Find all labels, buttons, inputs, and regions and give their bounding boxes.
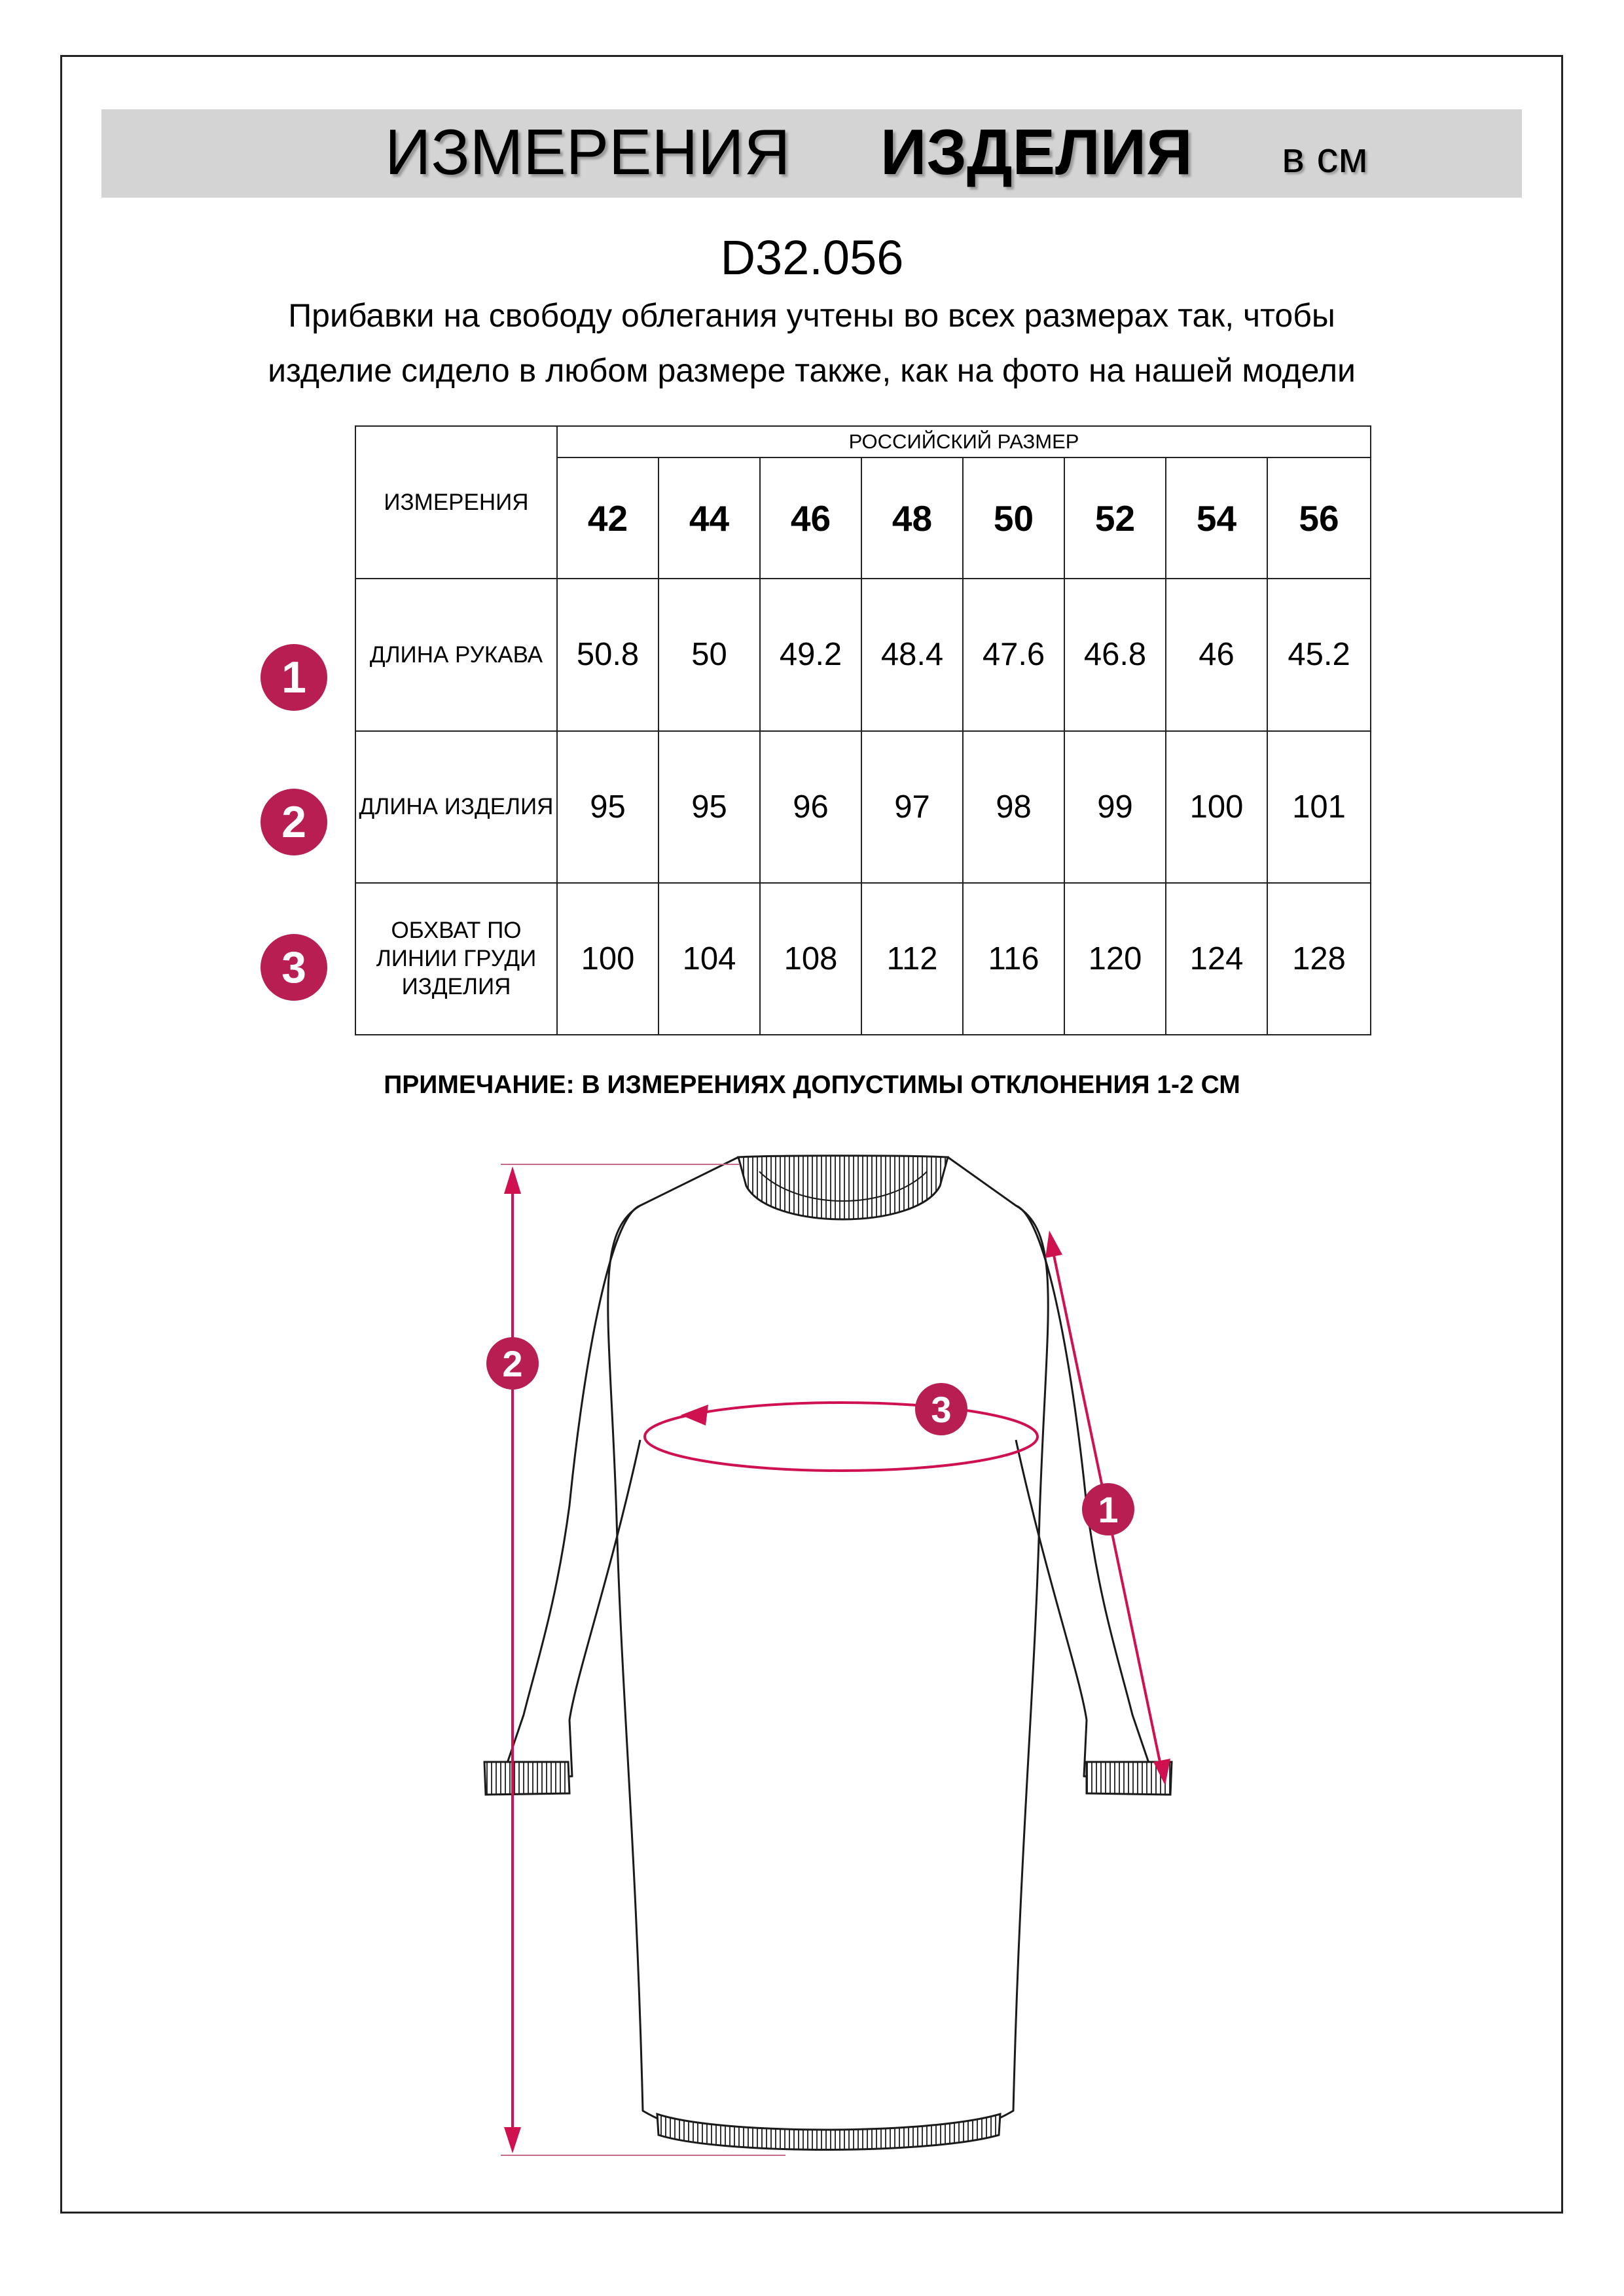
table-cell: 120 (1064, 883, 1166, 1035)
table-cell: 95 (659, 731, 760, 883)
table-cell: 98 (963, 731, 1064, 883)
article-number: D32.056 (720, 230, 904, 285)
size-header: 42 (557, 457, 659, 579)
units-label: в см (1282, 133, 1368, 181)
table-cell: 50.8 (557, 579, 659, 730)
table-cell: 45.2 (1267, 579, 1371, 730)
dress-outline (503, 1157, 1153, 2149)
row-label-sleeve-length: ДЛИНА РУКАВА (355, 579, 557, 730)
table-cell: 100 (557, 883, 659, 1035)
table-cell: 47.6 (963, 579, 1064, 730)
table-cell: 46.8 (1064, 579, 1166, 730)
size-header: 44 (659, 457, 760, 579)
table-cell: 49.2 (760, 579, 861, 730)
table-cell: 108 (760, 883, 861, 1035)
diagram-marker-2 (486, 1337, 539, 1390)
row-marker-2: 2 (261, 789, 327, 855)
svg-text:2: 2 (502, 1343, 523, 1384)
svg-text:3: 3 (931, 1389, 952, 1430)
table-cell: 46 (1166, 579, 1267, 730)
hem-rib (657, 2114, 1000, 2150)
length-measure (501, 1164, 785, 2155)
neckline-rib (738, 1156, 948, 1219)
russian-size-header: РОССИЙСКИЙ РАЗМЕР (557, 426, 1371, 457)
row-label-chest-girth: ОБХВАТ ПО ЛИНИИ ГРУДИ ИЗДЕЛИЯ (355, 883, 557, 1035)
table-cell: 99 (1064, 731, 1166, 883)
measurements-header: ИЗМЕРЕНИЯ (355, 426, 557, 579)
left-cuff (484, 1762, 569, 1795)
size-header: 50 (963, 457, 1064, 579)
table-cell: 95 (557, 731, 659, 883)
diagram-marker-3 (915, 1383, 967, 1435)
table-cell: 124 (1166, 883, 1267, 1035)
diagram-marker-1 (1082, 1483, 1134, 1535)
table-cell: 50 (659, 579, 760, 730)
size-header: 46 (760, 457, 861, 579)
table-cell: 104 (659, 883, 760, 1035)
page-title-bold: ИЗДЕЛИЯ (880, 116, 1193, 188)
table-cell: 48.4 (861, 579, 963, 730)
row-label-garment-length: ДЛИНА ИЗДЕЛИЯ (355, 731, 557, 883)
size-header: 54 (1166, 457, 1267, 579)
table-cell: 112 (861, 883, 963, 1035)
size-header: 52 (1064, 457, 1166, 579)
svg-text:1: 1 (1098, 1489, 1119, 1530)
table-cell: 128 (1267, 883, 1371, 1035)
chest-measure (645, 1403, 1038, 1471)
tolerance-note: ПРИМЕЧАНИЕ: В ИЗМЕРЕНИЯХ ДОПУСТИМЫ ОТКЛОНЕНИЯ 1-2 СМ (384, 1071, 1240, 1099)
table-cell: 100 (1166, 731, 1267, 883)
row-marker-1: 1 (261, 644, 327, 711)
table-cell: 116 (963, 883, 1064, 1035)
table-cell: 97 (861, 731, 963, 883)
size-header: 56 (1267, 457, 1371, 579)
fit-description: Прибавки на свободу облегания учтены во всех размерах так, чтобы изделие сидело в любом размере также, как на фото на нашей модели (268, 297, 1356, 389)
table-cell: 96 (760, 731, 861, 883)
page-title-normal: ИЗМЕРЕНИЯ (385, 116, 791, 188)
size-header: 48 (861, 457, 963, 579)
table-cell: 101 (1267, 731, 1371, 883)
row-marker-3: 3 (261, 934, 327, 1001)
